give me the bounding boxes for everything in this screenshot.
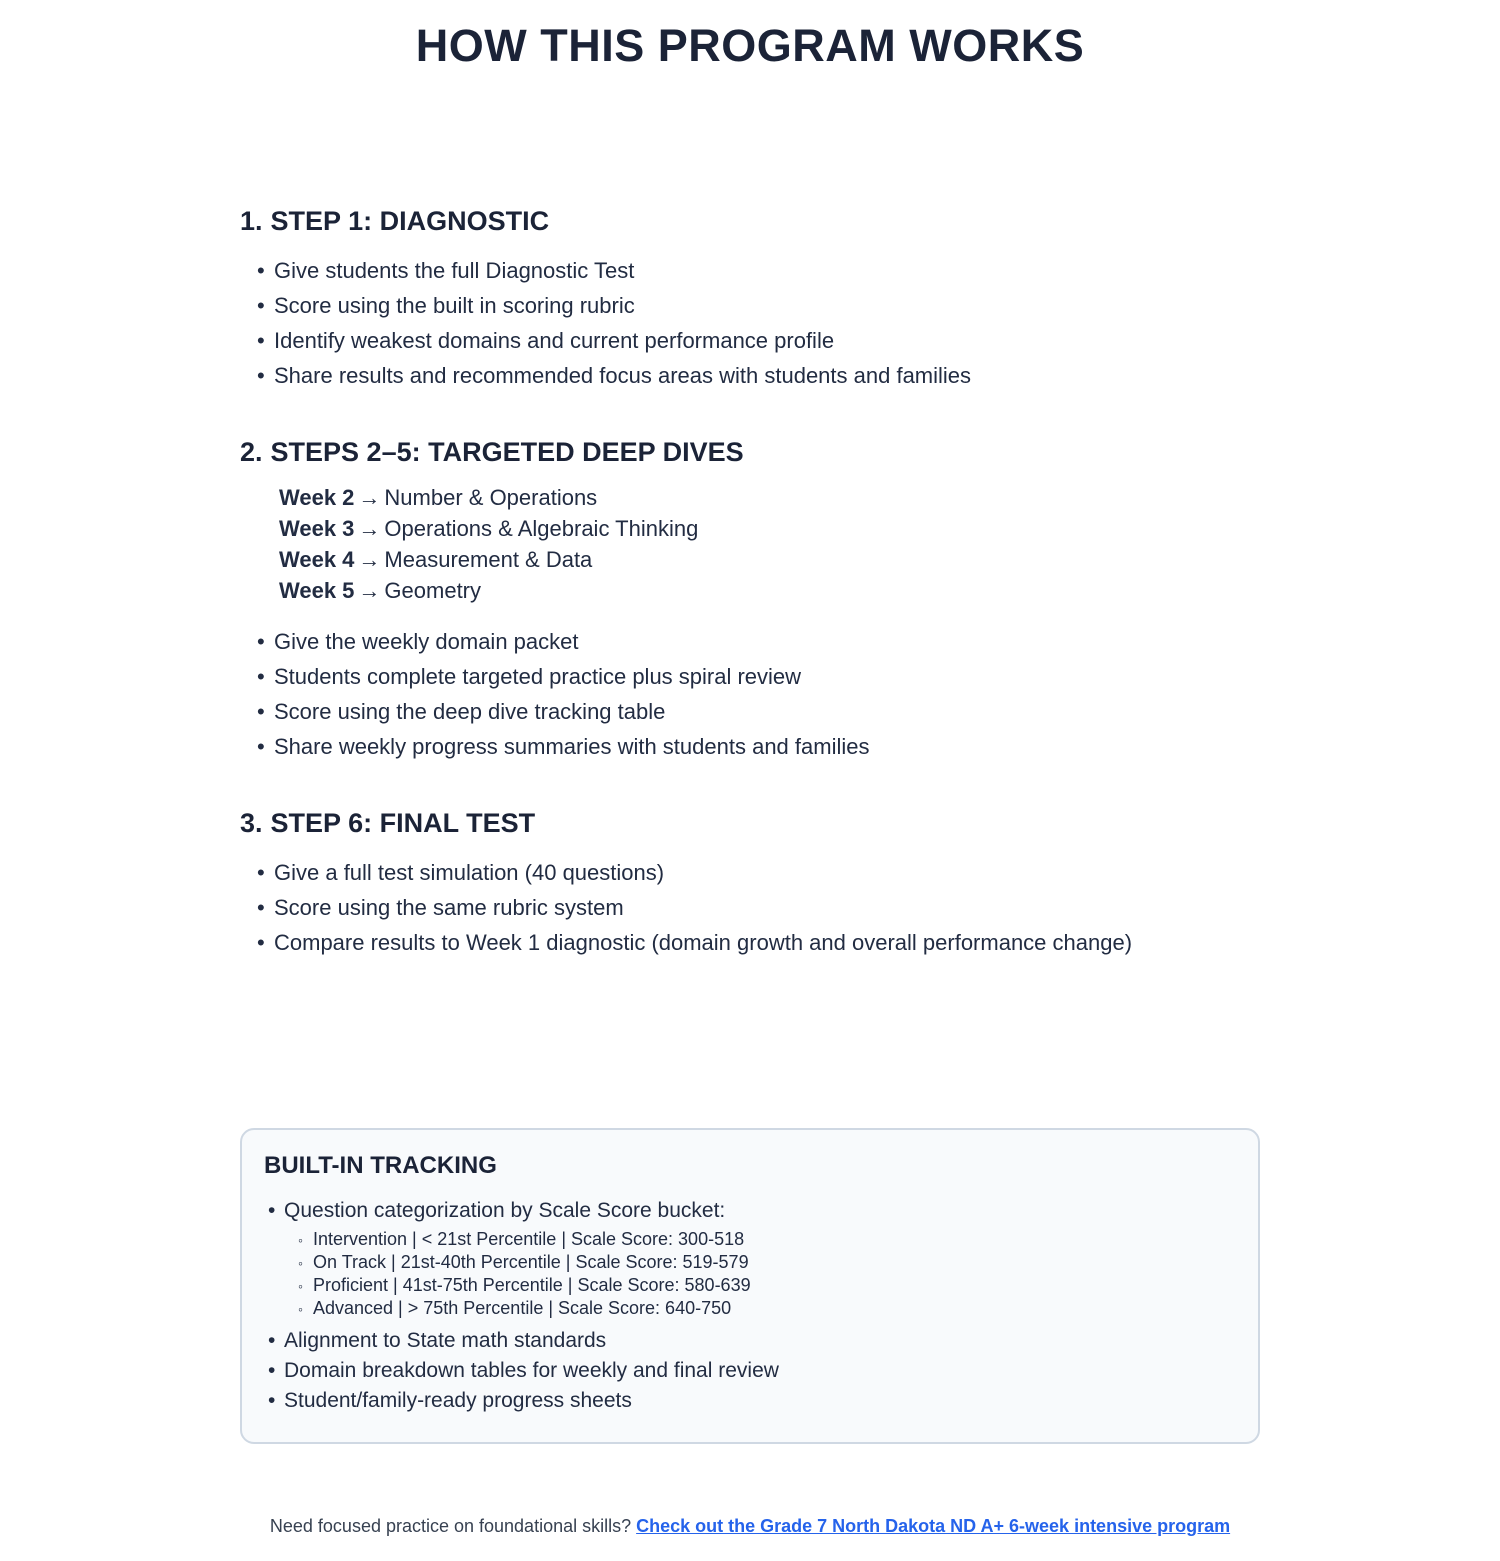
week-label: Week 4 [279, 547, 355, 572]
section-heading-step-6 [240, 808, 1260, 839]
section-step-1-diagnostic [240, 206, 1260, 393]
week-line [279, 513, 1260, 544]
list-item [268, 1196, 1232, 1320]
list-item: • Give a full test simulation (40 questions) [257, 855, 1260, 890]
list-item: • Identify weakest domains and current performance profile [257, 323, 1260, 358]
section-3-bullet-list [240, 855, 1260, 960]
right-arrow-icon: → [358, 547, 381, 572]
section-title: STEPS 2–5: TARGETED DEEP DIVES [270, 437, 744, 467]
week-line [279, 575, 1260, 606]
intensive-program-link[interactable]: Check out the Grade 7 North Dakota ND A+ 6-week intensive program [636, 1516, 1231, 1536]
tracking-panel-title: BUILT-IN TRACKING [264, 1152, 497, 1179]
list-item: ◦ On Track | 21st-40th Percentile | Scale Score: 519-579 [298, 1251, 1232, 1274]
footer [0, 1516, 1500, 1561]
section-heading-step-1 [240, 206, 1260, 237]
footer-text: Need focused practice on foundational skills? [269, 1516, 632, 1536]
list-item: • Compare results to Week 1 diagnostic (domain growth and overall performance change) [257, 925, 1260, 960]
tracking-bullet-text: Question categorization by Scale Score bucket: [284, 1199, 726, 1222]
list-item: • Share weekly progress summaries with students and families [257, 729, 1260, 764]
week-schedule [279, 482, 1260, 606]
section-title: STEP 1: DIAGNOSTIC [270, 206, 550, 236]
built-in-tracking-panel [240, 1128, 1260, 1444]
list-item: • Score using the deep dive tracking table [257, 694, 1260, 729]
week-topic: Measurement & Data [384, 547, 593, 572]
week-label: Week 5 [279, 578, 355, 603]
week-line [279, 482, 1260, 513]
section-number: 2. [240, 437, 263, 467]
right-arrow-icon: → [358, 485, 381, 510]
list-item: • Score using the same rubric system [257, 890, 1260, 925]
list-item: ◦ Proficient | 41st-75th Percentile | Scale Score: 580-639 [298, 1274, 1232, 1297]
week-topic: Operations & Algebraic Thinking [384, 516, 699, 541]
right-arrow-icon: → [358, 578, 381, 603]
week-label: Week 2 [279, 485, 355, 510]
list-item: • Student/family-ready progress sheets [268, 1386, 1232, 1416]
scale-score-bucket-list [298, 1228, 1232, 1320]
list-item: ◦ Intervention | < 21st Percentile | Scale Score: 300-518 [298, 1228, 1232, 1251]
list-item: • Give the weekly domain packet [257, 624, 1260, 659]
week-line [279, 544, 1260, 575]
section-2-bullet-list [240, 624, 1260, 764]
list-item: • Domain breakdown tables for weekly and final review [268, 1356, 1232, 1386]
section-step-6-final-test [240, 808, 1260, 960]
list-item: • Give students the full Diagnostic Test [257, 253, 1260, 288]
list-item: • Score using the built in scoring rubric [257, 288, 1260, 323]
list-item: • Alignment to State math standards [268, 1326, 1232, 1356]
section-title: STEP 6: FINAL TEST [270, 808, 536, 838]
list-item: • Share results and recommended focus areas with students and families [257, 358, 1260, 393]
list-item: • Students complete targeted practice plus spiral review [257, 659, 1260, 694]
right-arrow-icon: → [358, 516, 381, 541]
section-number: 3. [240, 808, 263, 838]
section-number: 1. [240, 206, 263, 236]
week-topic: Geometry [384, 578, 482, 603]
week-label: Week 3 [279, 516, 355, 541]
section-1-bullet-list [240, 253, 1260, 393]
list-item: ◦ Advanced | > 75th Percentile | Scale Score: 640-750 [298, 1297, 1232, 1320]
page-title: HOW THIS PROGRAM WORKS [415, 20, 1085, 71]
section-steps-2-5-deep-dives [240, 437, 1260, 764]
week-topic: Number & Operations [384, 485, 598, 510]
content-area [240, 206, 1260, 1444]
tracking-bullet-list [264, 1196, 1232, 1416]
section-heading-steps-2-5 [240, 437, 1260, 468]
